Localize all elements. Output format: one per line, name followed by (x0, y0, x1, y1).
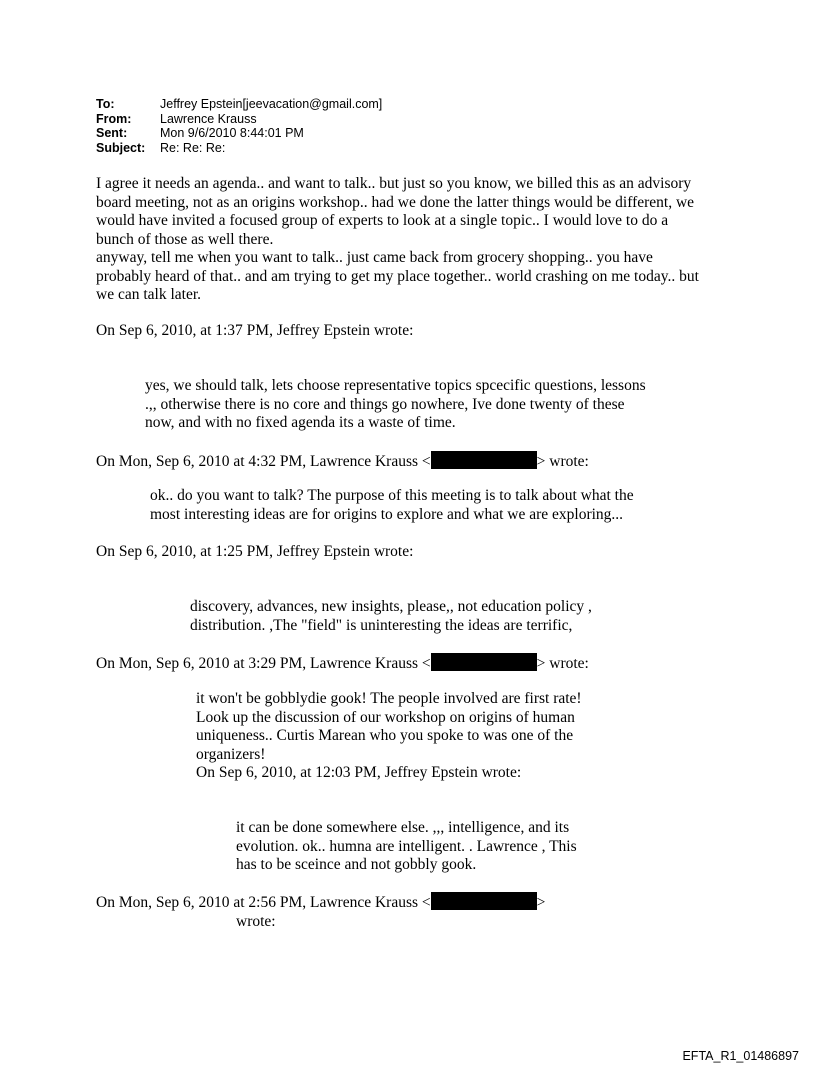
document-id: EFTA_R1_01486897 (682, 1049, 799, 1063)
text-line: On Sep 6, 2010, at 1:25 PM, Jeffrey Epstein wrote: (96, 543, 414, 560)
quote-text: On Mon, Sep 6, 2010 at 4:32 PM, Lawrence Krauss < (96, 453, 431, 470)
sent-label: Sent: (96, 126, 128, 140)
quote-text: > wrote: (536, 655, 589, 672)
quote-header-5 (96, 892, 545, 931)
text-line: it won't be gobblydie gook! The people involved are first rate! (196, 690, 582, 707)
to-value: Jeffrey Epstein[jeevacation@gmail.com] (160, 97, 383, 111)
text-line: most interesting ideas are for origins to explore and what we are exploring... (150, 505, 624, 523)
text-line: probably heard of that.. and am trying to get my place together.. world crashing on me today.. but (96, 267, 699, 285)
from-label: From: (96, 111, 132, 126)
body-paragraph-2 (145, 377, 646, 433)
subject-label: Subject: (96, 140, 146, 155)
body-paragraph-3 (150, 487, 634, 524)
subject-row (96, 141, 382, 156)
from-row (96, 112, 382, 127)
quote-header-2 (96, 451, 589, 472)
text-line (96, 653, 589, 674)
text-line: .,, otherwise there is no core and things go nowhere, Ive done twenty of these (145, 395, 625, 413)
text-line: evolution. ok.. humna are intelligent. . Lawrence , This (236, 837, 577, 855)
quote-text: On Mon, Sep 6, 2010 at 3:29 PM, Lawrence Krauss < (96, 655, 431, 672)
text-line: board meeting, not as an origins workshop.. had we done the latter things would be different, we (96, 193, 695, 211)
text-line: now, and with no fixed agenda its a waste of time. (145, 414, 456, 431)
redaction-box (431, 892, 537, 910)
subject-value: Re: Re: Re: (160, 140, 226, 155)
body-paragraph-6 (236, 819, 577, 875)
quote-text: On Mon, Sep 6, 2010 at 2:56 PM, Lawrence Krauss < (96, 894, 431, 911)
text-line: ok.. do you want to talk? The purpose of this meeting is to talk about what the (150, 487, 634, 504)
body-paragraph-5 (196, 690, 582, 783)
text-line: has to be sceince and not gobbly gook. (236, 856, 477, 873)
sent-row (96, 126, 382, 141)
text-line: wrote: (236, 912, 276, 930)
quote-text: > (536, 894, 546, 911)
to-row (96, 97, 382, 112)
text-line: I agree it needs an agenda.. and want to talk.. but just so you know, we billed this as an advisory (96, 175, 692, 192)
text-line: it can be done somewhere else. ,,, intelligence, and its (236, 819, 570, 836)
text-line: On Sep 6, 2010, at 12:03 PM, Jeffrey Epstein wrote: (196, 764, 522, 781)
text-line (96, 892, 545, 913)
text-line: we can talk later. (96, 286, 202, 303)
text-line: discovery, advances, new insights, please,, not education policy , (190, 598, 592, 615)
text-line: anyway, tell me when you want to talk.. just came back from grocery shopping.. you have (96, 249, 653, 266)
quote-header-1 (96, 322, 413, 341)
sent-value: Mon 9/6/2010 8:44:01 PM (160, 126, 304, 140)
quote-header-3 (96, 543, 413, 562)
text-line (96, 451, 589, 472)
text-line: Look up the discussion of our workshop on origins of human (196, 708, 575, 726)
text-line: On Sep 6, 2010, at 1:37 PM, Jeffrey Epstein wrote: (96, 322, 414, 339)
redaction-box (431, 451, 537, 469)
text-line: bunch of those as well there. (96, 230, 274, 248)
text-line: distribution. ,The "field" is uninteresting the ideas are terrific, (190, 616, 573, 634)
quote-header-4 (96, 653, 589, 674)
from-value: Lawrence Krauss (160, 111, 257, 126)
text-line: organizers! (196, 745, 266, 763)
to-label: To: (96, 97, 115, 111)
text-line: uniqueness.. Curtis Marean who you spoke to was one of the (196, 727, 574, 744)
quote-text: > wrote: (536, 453, 589, 470)
text-line: yes, we should talk, lets choose representative topics spcecific questions, lessons (145, 377, 646, 394)
email-header (96, 97, 382, 155)
body-paragraph-4 (190, 598, 592, 635)
body-paragraph-1 (96, 175, 699, 305)
text-line: would have invited a focused group of experts to look at a single topic.. I would love to do a (96, 212, 669, 229)
redaction-box (431, 653, 537, 671)
